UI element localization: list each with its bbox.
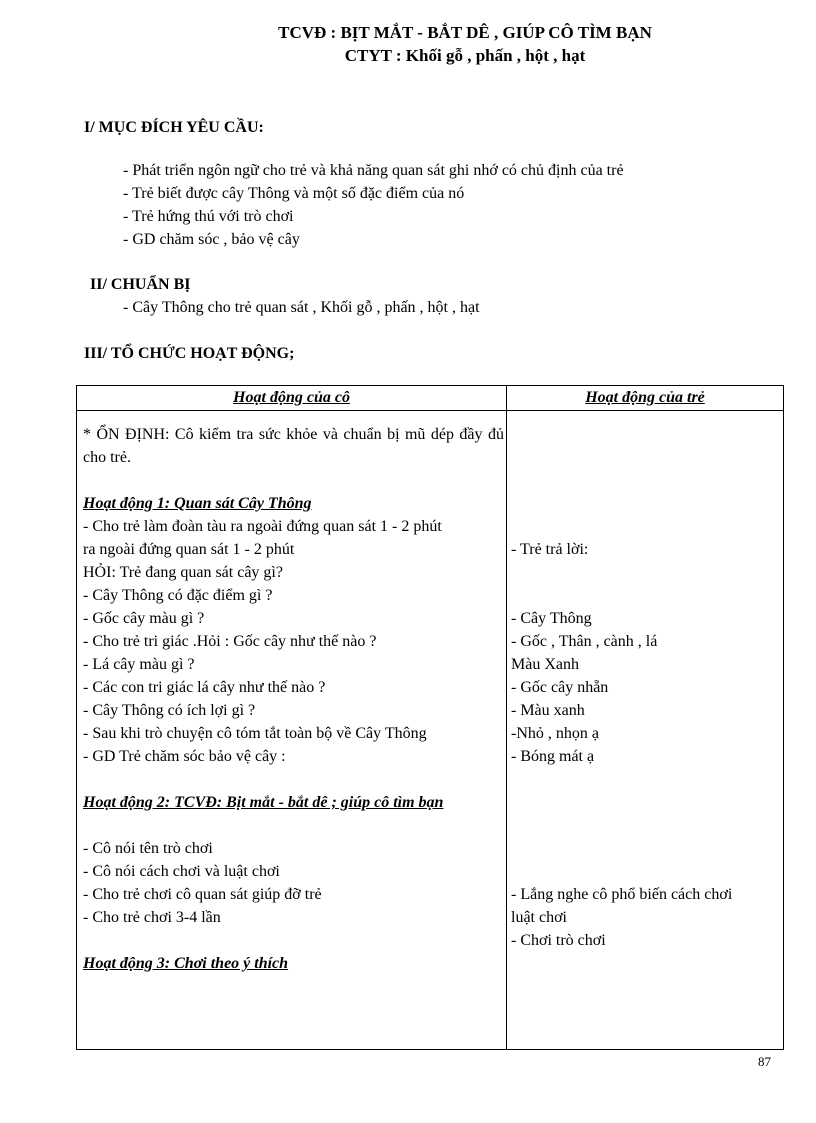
child-column-header: Hoạt động của trẻ <box>507 386 784 411</box>
activity-1-line: ra ngoài đứng quan sát 1 - 2 phút <box>83 541 295 558</box>
title-line-1: TCVĐ : BỊT MẮT - BẮT DÊ , GIÚP CÔ TÌM BẠN <box>278 23 652 42</box>
section-2-heading: II/ CHUẨN BỊ <box>90 276 191 293</box>
objective-item: - GD chăm sóc , bảo vệ cây <box>123 231 300 248</box>
child-response: - Gốc , Thân , cành , lá <box>511 633 658 650</box>
activity-1-line: - Các con tri giác lá cây như thế nào ? <box>83 679 326 696</box>
child-response: luật chơi <box>511 909 567 926</box>
child-response: - Gốc cây nhẵn <box>511 679 609 696</box>
activity-1-line: - Cho trẻ tri giác .Hỏi : Gốc cây như thế nào ? <box>83 633 377 650</box>
title-line-2: CTYT : Khối gỗ , phấn , hột , hạt <box>344 46 586 65</box>
objective-item: - Trẻ biết được cây Thông và một số đặc điểm của nó <box>123 185 465 202</box>
activity-1-title: Hoạt động 1: Quan sát Cây Thông <box>83 495 312 512</box>
child-response: - Chơi trò chơi <box>511 932 606 949</box>
preparation-item: - Cây Thông cho trẻ quan sát , Khối gỗ , phấn , hột , hạt <box>123 299 480 316</box>
page-number: 87 <box>758 1054 771 1069</box>
activity-1-line: - Cây Thông có ích lợi gì ? <box>83 702 256 719</box>
child-response: Màu Xanh <box>511 656 579 673</box>
activity-1-line: HỎI: Trẻ đang quan sát cây gì? <box>83 564 283 581</box>
child-response: - Cây Thông <box>511 610 592 627</box>
child-response: - Màu xanh <box>511 702 585 719</box>
section-3-heading: III/ TỔ CHỨC HOẠT ĐỘNG; <box>84 345 295 362</box>
objective-item: - Trẻ hứng thú với trò chơi <box>123 208 294 225</box>
activity-2-line: - Cô nói cách chơi và luật chơi <box>83 863 280 880</box>
child-response: -Nhỏ , nhọn ạ <box>511 725 599 742</box>
activity-1-line: - Cây Thông có đặc điểm gì ? <box>83 587 273 604</box>
activity-2-line: - Cho trẻ chơi 3-4 lần <box>83 909 221 926</box>
objective-item: - Phát triển ngôn ngữ cho trẻ và khả năng quan sát ghi nhớ có chủ định của trẻ <box>123 162 624 179</box>
activity-2-title: Hoạt động 2: TCVĐ: Bịt mắt - bắt dê ; giúp cô tìm bạn <box>83 794 444 811</box>
activity-3-title: Hoạt động 3: Chơi theo ý thích <box>83 955 289 972</box>
activity-1-line: - Sau khi trò chuyện cô tóm tắt toàn bộ về Cây Thông <box>83 725 427 742</box>
child-response: - Bóng mát ạ <box>511 748 595 765</box>
activity-table <box>76 385 784 1050</box>
activity-1-line: - Gốc cây màu gì ? <box>83 610 205 627</box>
child-response: - Lắng nghe cô phổ biến cách chơi <box>511 886 733 903</box>
child-response: - Trẻ trả lời: <box>511 541 589 558</box>
activity-1-line: - Cho trẻ làm đoàn tàu ra ngoài đứng quan sát 1 - 2 phút <box>83 518 442 535</box>
child-activity-cell <box>507 411 784 1050</box>
table-body-row <box>77 411 784 1050</box>
activity-1-line: - GD Trẻ chăm sóc bảo vệ cây : <box>83 748 286 765</box>
on-dinh-text: * ỔN ĐỊNH: Cô kiểm tra sức khỏe và chuẩn bị mũ dép đầy đủ cho trẻ. <box>83 426 504 466</box>
table-header-row <box>77 386 784 411</box>
activity-2-line: - Cô nói tên trò chơi <box>83 840 213 857</box>
activity-1-line: - Lá cây màu gì ? <box>83 656 195 673</box>
teacher-column-header: Hoạt động của cô <box>77 386 507 411</box>
teacher-activity-cell <box>77 411 507 1050</box>
section-1-heading: I/ MỤC ĐÍCH YÊU CẦU: <box>84 119 264 136</box>
activity-2-line: - Cho trẻ chơi cô quan sát giúp đỡ trẻ <box>83 886 322 903</box>
